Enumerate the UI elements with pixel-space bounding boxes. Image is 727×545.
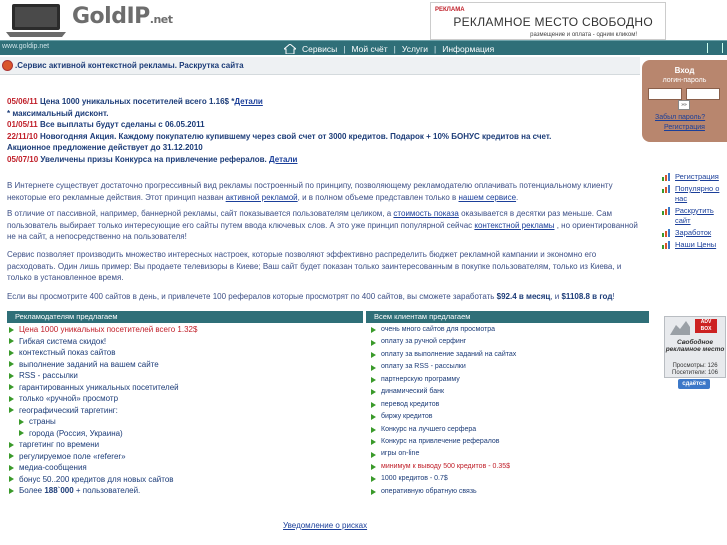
nav-services[interactable]: Сервисы	[302, 43, 338, 54]
arrow-icon	[9, 373, 14, 379]
list-item[interactable]	[370, 448, 650, 460]
domain-label: www.goldip.net	[2, 43, 50, 50]
text: оказывается в десятки раз меньше. Сам пользователь выбирает только интересующие его сайты путем ввода ключевых слов. А это уже принцип популярной сейчас	[7, 209, 613, 230]
list-item-label: только «ручной» просмотр	[19, 394, 119, 403]
text: , но ориентированной не на сайт, а непосредственно на пользователя!	[7, 220, 638, 242]
home-icon[interactable]	[284, 44, 296, 54]
news-text-cont: Акционное предложение действует до 31.12.2010	[7, 143, 203, 153]
list-item[interactable]	[370, 473, 650, 485]
list-item[interactable]	[370, 324, 650, 336]
arrow-icon	[371, 452, 376, 458]
list-item-label: Цена 1000 уникальных посетителей всего 1.32$	[19, 325, 198, 334]
header	[0, 0, 727, 40]
arrow-icon	[371, 389, 376, 395]
yearly-earning: $1108.8 в год	[561, 292, 613, 301]
news-text: Цена 1000 уникальных посетителей всего 1.16$ *	[39, 97, 235, 106]
arrow-icon	[371, 414, 376, 420]
user-count: 188`000	[44, 486, 74, 495]
news-block	[7, 96, 627, 166]
list-item[interactable]	[8, 382, 363, 394]
side-ad-title: Свободное рекламное место	[665, 339, 725, 353]
top-ad-banner[interactable]	[430, 2, 666, 40]
difference-paragraph	[7, 208, 647, 243]
side-ad-visitors: Посетители: 106	[672, 370, 718, 376]
login-input[interactable]	[648, 88, 682, 100]
hand-icon	[668, 319, 692, 337]
list-item[interactable]	[370, 411, 650, 423]
news-note: * максимальный дисконт.	[7, 108, 109, 118]
arrow-icon	[371, 427, 376, 433]
news-date: 05/07/10	[7, 154, 39, 164]
context-ads-link[interactable]: контекстной рекламы	[474, 220, 555, 230]
arrow-icon	[371, 464, 376, 470]
list-item[interactable]	[8, 462, 363, 474]
list-item-label: выполнение заданий на вашем сайте	[19, 359, 159, 369]
list-item[interactable]	[8, 485, 363, 497]
arrow-icon	[9, 327, 14, 333]
arrow-icon	[371, 402, 376, 408]
news-item	[7, 119, 627, 131]
news-item	[7, 131, 627, 143]
side-link-label: Раскрутить сайт	[675, 206, 714, 225]
list-item[interactable]	[8, 370, 363, 382]
arrow-icon	[371, 476, 376, 482]
arrow-icon	[9, 361, 14, 367]
chart-icon	[662, 241, 671, 249]
list-item-label: медиа-сообщения	[19, 463, 87, 472]
arrow-icon	[9, 488, 14, 494]
text: , и	[550, 292, 562, 301]
arrow-icon	[9, 453, 14, 459]
list-item-label: Конкурс на привлечение рефералов	[381, 437, 500, 445]
list-item[interactable]	[370, 374, 650, 386]
side-link-label: Регистрация	[675, 172, 719, 181]
news-date: 22/11/10	[7, 131, 38, 141]
service-icon	[2, 60, 13, 71]
adv-box-badge: ADV BOX	[695, 319, 717, 333]
password-input[interactable]	[686, 88, 720, 100]
advertisers-offer-list	[8, 324, 363, 497]
chart-icon	[662, 173, 671, 181]
arrow-icon	[371, 340, 376, 346]
our-service-link[interactable]: нашем сервисе	[458, 192, 517, 202]
side-ad-rent-button[interactable]: сдаётся	[678, 379, 710, 389]
list-item[interactable]	[370, 336, 650, 348]
arrow-icon	[9, 384, 14, 390]
list-item-label: RSS - рассылки	[19, 371, 78, 380]
login-subtitle: логин-пароль	[662, 77, 707, 84]
ad-title: РЕКЛАМНОЕ МЕСТО СВОБОДНО	[453, 15, 653, 29]
arrow-icon	[9, 407, 14, 413]
text: , и в полном объеме представлен только в	[297, 192, 459, 202]
list-item[interactable]	[370, 361, 650, 373]
side-ad-box[interactable]	[664, 316, 726, 378]
logo-suffix: .net	[149, 13, 173, 26]
text: !	[612, 292, 615, 301]
settings-paragraph: Сервис позволяет производить множество интересных настроек, которые позволяют эффективно распределить бюджет рекламной кампании и экономно его расходовать. Один лишь пример: Вы продаете телевизоры в Киеве; Ваш сайт будет показан только заинтересованным в покупке пользователям, только из Киева, и только в установленное время.	[7, 250, 622, 283]
logo-main: GoldIP	[72, 4, 150, 29]
list-item-label: города (Россия, Украина)	[29, 428, 123, 438]
nav-separator: |	[434, 43, 437, 54]
side-link-about[interactable]	[660, 184, 727, 204]
text: .	[516, 192, 519, 202]
list-item-label: + пользователей.	[73, 486, 141, 495]
nav-separator: |	[343, 43, 346, 54]
news-date: 05/06/11	[7, 97, 38, 106]
list-item[interactable]	[370, 461, 650, 473]
nav-my-account[interactable]: Мой счёт	[351, 43, 388, 54]
register-link[interactable]: Регистрация	[664, 124, 705, 131]
list-item-label: контекстный показ сайтов	[19, 348, 116, 357]
service-title-bar	[0, 57, 640, 75]
laptop-logo-icon	[4, 2, 68, 38]
ad-brand: РЕКЛАМА	[435, 7, 465, 13]
arrow-icon	[19, 430, 24, 436]
list-item[interactable]	[370, 436, 650, 448]
clients-offer-list	[370, 324, 650, 498]
news-details-link[interactable]: Детали	[268, 154, 298, 164]
news-details-link[interactable]: Детали	[234, 97, 263, 106]
risk-notice-link[interactable]: Уведомление о рисках	[283, 521, 368, 530]
side-link-label: Наши Цены	[675, 240, 717, 249]
earnings-paragraph	[7, 291, 647, 303]
site-logo[interactable]	[72, 4, 173, 29]
news-text: Увеличены призы Конкурса на привлечение рефералов.	[40, 154, 267, 164]
list-item-label: биржу кредитов	[381, 413, 433, 421]
side-link-label: Популярно о нас	[675, 184, 720, 203]
news-text: Новогодняя Акция. Каждому покупателю купившему через свой счет от 3000 кредитов. Подарок + 10% БОНУС кредитов на счет.	[39, 131, 552, 141]
login-submit-button[interactable]: »»	[678, 100, 690, 110]
arrow-icon	[9, 338, 14, 344]
side-links	[660, 172, 727, 252]
list-item-label: бонус 50..200 кредитов для новых сайтов	[19, 474, 174, 484]
list-item[interactable]	[8, 405, 363, 417]
main-nav	[0, 40, 727, 55]
list-item-label: очень много сайтов для просмотра	[381, 326, 496, 333]
arrow-icon	[371, 365, 376, 371]
list-item[interactable]	[8, 393, 363, 405]
news-text: Все выплаты будут сделаны с 06.05.2011	[39, 120, 205, 130]
list-item[interactable]	[8, 336, 363, 348]
arrow-icon	[371, 439, 376, 445]
advertisers-header: Рекламодателям предлагаем	[7, 311, 363, 323]
nav-separator: |	[393, 43, 396, 54]
list-item-label: игры on-line	[381, 450, 420, 458]
list-item-label: оплату за RSS - рассылки	[381, 363, 466, 371]
forgot-password-link[interactable]: Забыл пароль?	[655, 114, 706, 121]
list-item-label: оперативную обратную связь	[381, 487, 477, 495]
arrow-icon	[371, 377, 376, 383]
list-item-label: таргетинг по времени	[19, 440, 100, 449]
text: В отличие от пассивной, например, баннерной рекламы, сайт показывается пользователям целиком, а	[7, 209, 394, 218]
text: Если вы просмотрите 400 сайтов в день, и привлечете 100 рефералов которые просмотрят по 400 сайтов, вы сможете заработать	[7, 292, 497, 301]
arrow-icon	[9, 396, 14, 402]
list-item[interactable]	[370, 486, 650, 498]
list-item[interactable]	[8, 324, 363, 336]
list-subitem[interactable]	[8, 416, 363, 428]
list-subitem[interactable]	[8, 428, 363, 440]
login-title: Вход	[674, 66, 695, 75]
list-item-label: партнерскую программу	[381, 375, 460, 383]
list-item-label: географический таргетинг:	[19, 405, 118, 415]
list-item-label: Конкурс на лучшего серфера	[381, 425, 477, 433]
list-item[interactable]	[8, 347, 363, 359]
monthly-earning: $92.4 в месяц	[496, 292, 551, 301]
side-ad-stats	[665, 363, 725, 377]
news-item	[7, 154, 627, 166]
list-item-label: перевод кредитов	[381, 400, 440, 408]
list-item[interactable]	[370, 386, 650, 398]
nav-services-offer[interactable]: Услуги	[401, 43, 429, 54]
nav-info[interactable]: Информация	[442, 43, 495, 54]
side-link-earnings[interactable]	[660, 228, 727, 238]
arrow-icon	[19, 419, 24, 425]
list-item-label: страны	[29, 417, 56, 426]
list-item[interactable]	[8, 474, 363, 486]
arrow-icon	[371, 327, 376, 333]
list-item[interactable]	[8, 451, 363, 463]
page-title: .Сервис активной контекстной рекламы. Раскрутка сайта	[15, 61, 244, 70]
list-item[interactable]	[370, 399, 650, 411]
list-item-label: оплату за ручной серфинг	[381, 338, 467, 346]
arrow-icon	[9, 465, 14, 471]
list-item-label: динамический банк	[381, 388, 445, 396]
clients-header: Всем клиентам предлагаем	[366, 311, 649, 323]
arrow-icon	[371, 489, 376, 495]
side-link-label: Заработок	[675, 228, 712, 237]
chart-icon	[662, 207, 671, 215]
list-item[interactable]	[370, 349, 650, 361]
list-item-label: Более	[19, 486, 45, 495]
news-date: 01/05/11	[7, 120, 38, 130]
chart-icon	[662, 229, 671, 237]
text: В Интернете существует достаточно прогрессивный вид рекламы построенный по принципу, позволяющему рекламодателю оплачивать потенциальному клиенту некоторые его рекламные действия. Этот принцип назван	[7, 181, 613, 202]
side-link-prices[interactable]	[660, 240, 727, 250]
ad-subtitle: размещение и оплата - одним кликом!	[530, 32, 637, 38]
chart-icon	[662, 185, 671, 193]
list-item[interactable]	[370, 424, 650, 436]
list-item-label: 1000 кредитов - 0.7$	[381, 475, 448, 483]
list-item[interactable]	[8, 359, 363, 371]
arrow-icon	[9, 442, 14, 448]
side-ad-views: Просмотры: 126	[672, 363, 718, 369]
list-item-label: регулируемое поле «referer»	[19, 451, 126, 461]
side-link-promote[interactable]	[660, 206, 727, 226]
nav-decoration	[707, 43, 723, 53]
show-cost-link[interactable]: стоимость показа	[393, 209, 459, 218]
news-item	[7, 96, 627, 108]
arrow-icon	[371, 352, 376, 358]
arrow-icon	[9, 350, 14, 356]
side-link-register[interactable]	[660, 172, 727, 182]
list-item-label: минимум к выводу 500 кредитов - 0.35$	[381, 462, 511, 470]
intro-paragraph	[7, 180, 647, 203]
list-item-label: оплату за выполнение заданий на сайтах	[381, 350, 517, 358]
list-item-label: Гибкая система скидок!	[19, 336, 107, 346]
list-item[interactable]	[8, 439, 363, 451]
arrow-icon	[9, 476, 14, 482]
list-item-label: гарантированных уникальных посетителей	[19, 382, 179, 392]
active-ads-link[interactable]: активной рекламой	[225, 192, 298, 202]
